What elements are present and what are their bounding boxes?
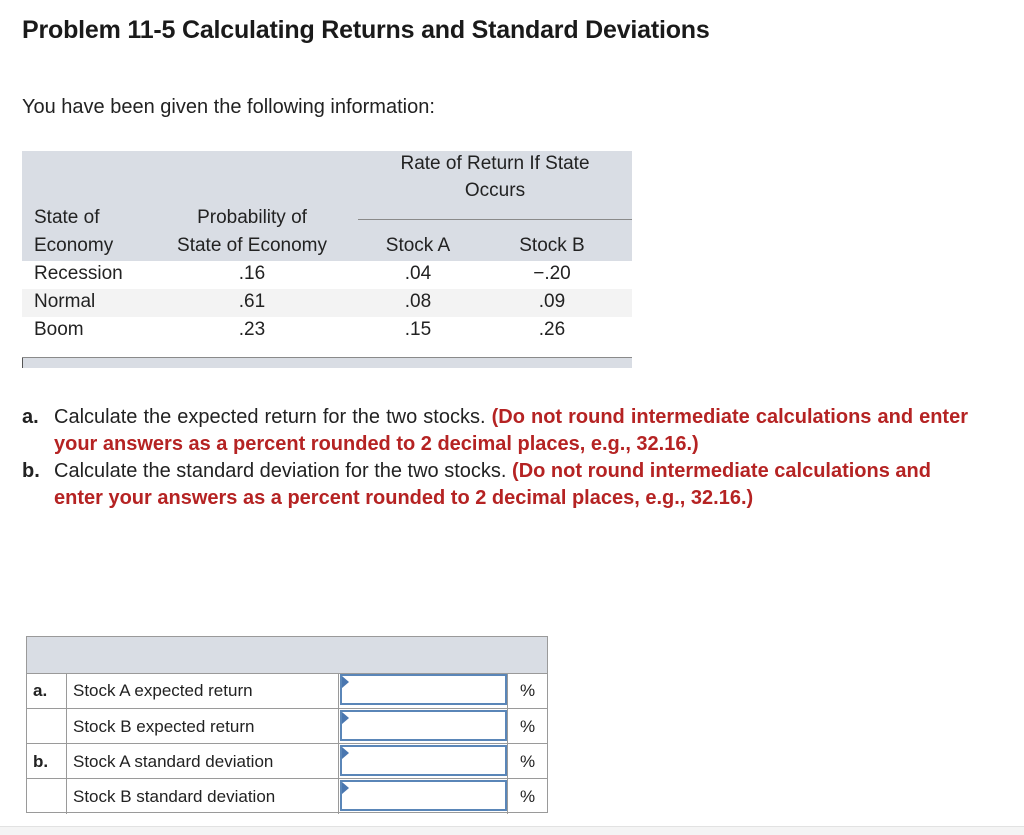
field-marker-icon	[342, 782, 349, 794]
table-row	[27, 743, 547, 779]
header-state-line1: State of	[34, 207, 100, 228]
instruction-b-note: (Do not round intermediate calculations and enter your answers as a percent rounded to 2 decimal places, e.g., 32.16.)	[54, 460, 931, 509]
header-probability-line2: State of Economy	[177, 235, 327, 256]
table-row	[22, 317, 632, 345]
instruction-b-text: Calculate the standard deviation for the two stocks.	[54, 460, 507, 482]
row-probability: .23	[238, 319, 266, 340]
row-stock-a: .08	[404, 291, 432, 312]
row-probability: .16	[238, 263, 266, 284]
instruction-b	[22, 458, 968, 512]
answer-label: Stock A expected return	[68, 673, 339, 708]
percent-unit: %	[507, 673, 547, 708]
stock-b-expected-return-input[interactable]	[340, 710, 507, 741]
answer-label: Stock B standard deviation	[68, 779, 339, 814]
header-rate-of-return-line2: Occurs	[464, 180, 526, 201]
instructions	[22, 404, 968, 512]
answer-table	[26, 636, 548, 813]
header-state-line2: Economy	[34, 235, 114, 256]
answer-table-header	[27, 637, 547, 674]
table-row	[27, 708, 547, 744]
header-stock-a: Stock A	[385, 235, 451, 256]
row-state: Boom	[34, 319, 84, 340]
field-marker-icon	[342, 712, 349, 724]
field-marker-icon	[342, 747, 349, 759]
page-title: Problem 11-5 Calculating Returns and Standard Deviations	[22, 16, 710, 44]
footer-tick	[22, 358, 23, 368]
answer-label: Stock B expected return	[68, 709, 339, 744]
percent-unit: %	[507, 709, 547, 744]
header-stock-b: Stock B	[519, 235, 585, 256]
row-stock-b: −.20	[533, 263, 571, 284]
answer-label: Stock A standard deviation	[68, 744, 339, 779]
intro-text: You have been given the following information:	[22, 96, 435, 118]
part-label	[27, 779, 67, 814]
instruction-a-text: Calculate the expected return for the two stocks.	[54, 406, 486, 428]
row-probability: .61	[238, 291, 266, 312]
instruction-a-label: a.	[22, 406, 39, 428]
part-label: a.	[27, 673, 67, 708]
field-marker-icon	[342, 676, 349, 688]
stock-a-standard-deviation-input[interactable]	[340, 745, 507, 776]
header-rate-of-return: Rate of Return If State	[400, 153, 590, 174]
row-state: Normal	[34, 291, 96, 312]
table-row	[27, 673, 547, 708]
row-stock-a: .15	[404, 319, 432, 340]
info-table	[22, 151, 632, 369]
instruction-a	[22, 404, 968, 458]
stock-b-standard-deviation-input[interactable]	[340, 780, 507, 811]
header-probability-line1: Probability of	[197, 207, 307, 228]
row-stock-b: .26	[538, 319, 566, 340]
table-row	[22, 289, 632, 317]
table-row	[27, 778, 547, 814]
part-label: b.	[27, 744, 67, 779]
instruction-a-note: (Do not round intermediate calculations and enter your answers as a percent rounded to 2 decimal places, e.g., 32.16.)	[54, 406, 969, 455]
instruction-b-label: b.	[22, 460, 40, 482]
stock-a-expected-return-input[interactable]	[340, 674, 507, 705]
row-state: Recession	[34, 263, 123, 284]
percent-unit: %	[507, 744, 547, 779]
table-row	[22, 261, 632, 289]
percent-unit: %	[507, 779, 547, 814]
row-stock-b: .09	[538, 291, 566, 312]
row-stock-a: .04	[404, 263, 432, 284]
info-table-footer	[22, 357, 632, 368]
part-label	[27, 709, 67, 744]
header-rule	[358, 219, 632, 220]
